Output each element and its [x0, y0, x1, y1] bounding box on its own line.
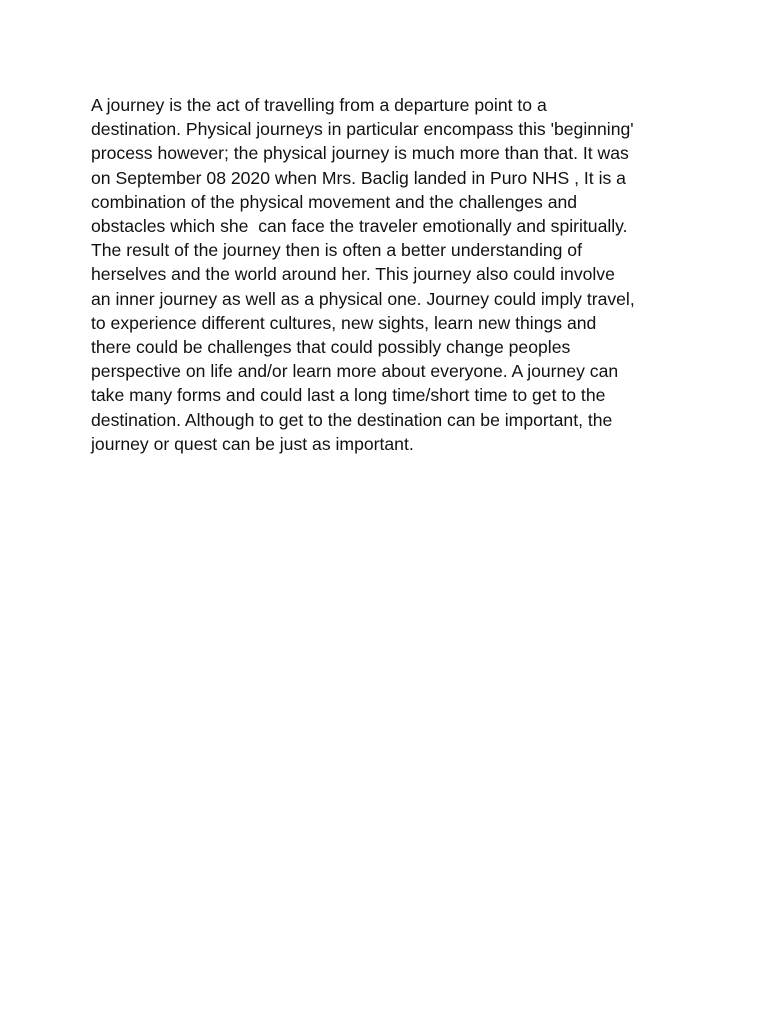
paragraph-line: process however; the physical journey is much more than that. It was [91, 143, 629, 164]
paragraph-line: combination of the physical movement and the challenges and [91, 191, 578, 212]
paragraph-line: destination. Physical journeys in particular encompass this 'beginning' [91, 119, 634, 140]
paragraph-line: obstacles which she can face the traveler emotionally and spiritually. [91, 216, 628, 237]
paragraph-line: journey or quest can be just as important. [91, 433, 414, 454]
paragraph-line: take many forms and could last a long time/short time to get to the [91, 385, 606, 406]
paragraph-line: there could be challenges that could possibly change peoples [91, 337, 571, 358]
paragraph-line: A journey is the act of travelling from a departure point to a [91, 95, 547, 115]
paragraph-line: to experience different cultures, new sights, learn new things and [91, 312, 597, 333]
paragraph-line: The result of the journey then is often a better understanding of [91, 240, 582, 261]
paragraph-line: on September 08 2020 when Mrs. Baclig landed in Puro NHS , It is a [91, 167, 626, 188]
paragraph-line: herselves and the world around her. This journey also could involve [91, 264, 615, 285]
paragraph-line: an inner journey as well as a physical one. Journey could imply travel, [91, 288, 635, 309]
paragraph-line: perspective on life and/or learn more about everyone. A journey can [91, 361, 619, 382]
paragraph-line: destination. Although to get to the destination can be important, the [91, 409, 613, 430]
body-paragraph [91, 93, 691, 456]
